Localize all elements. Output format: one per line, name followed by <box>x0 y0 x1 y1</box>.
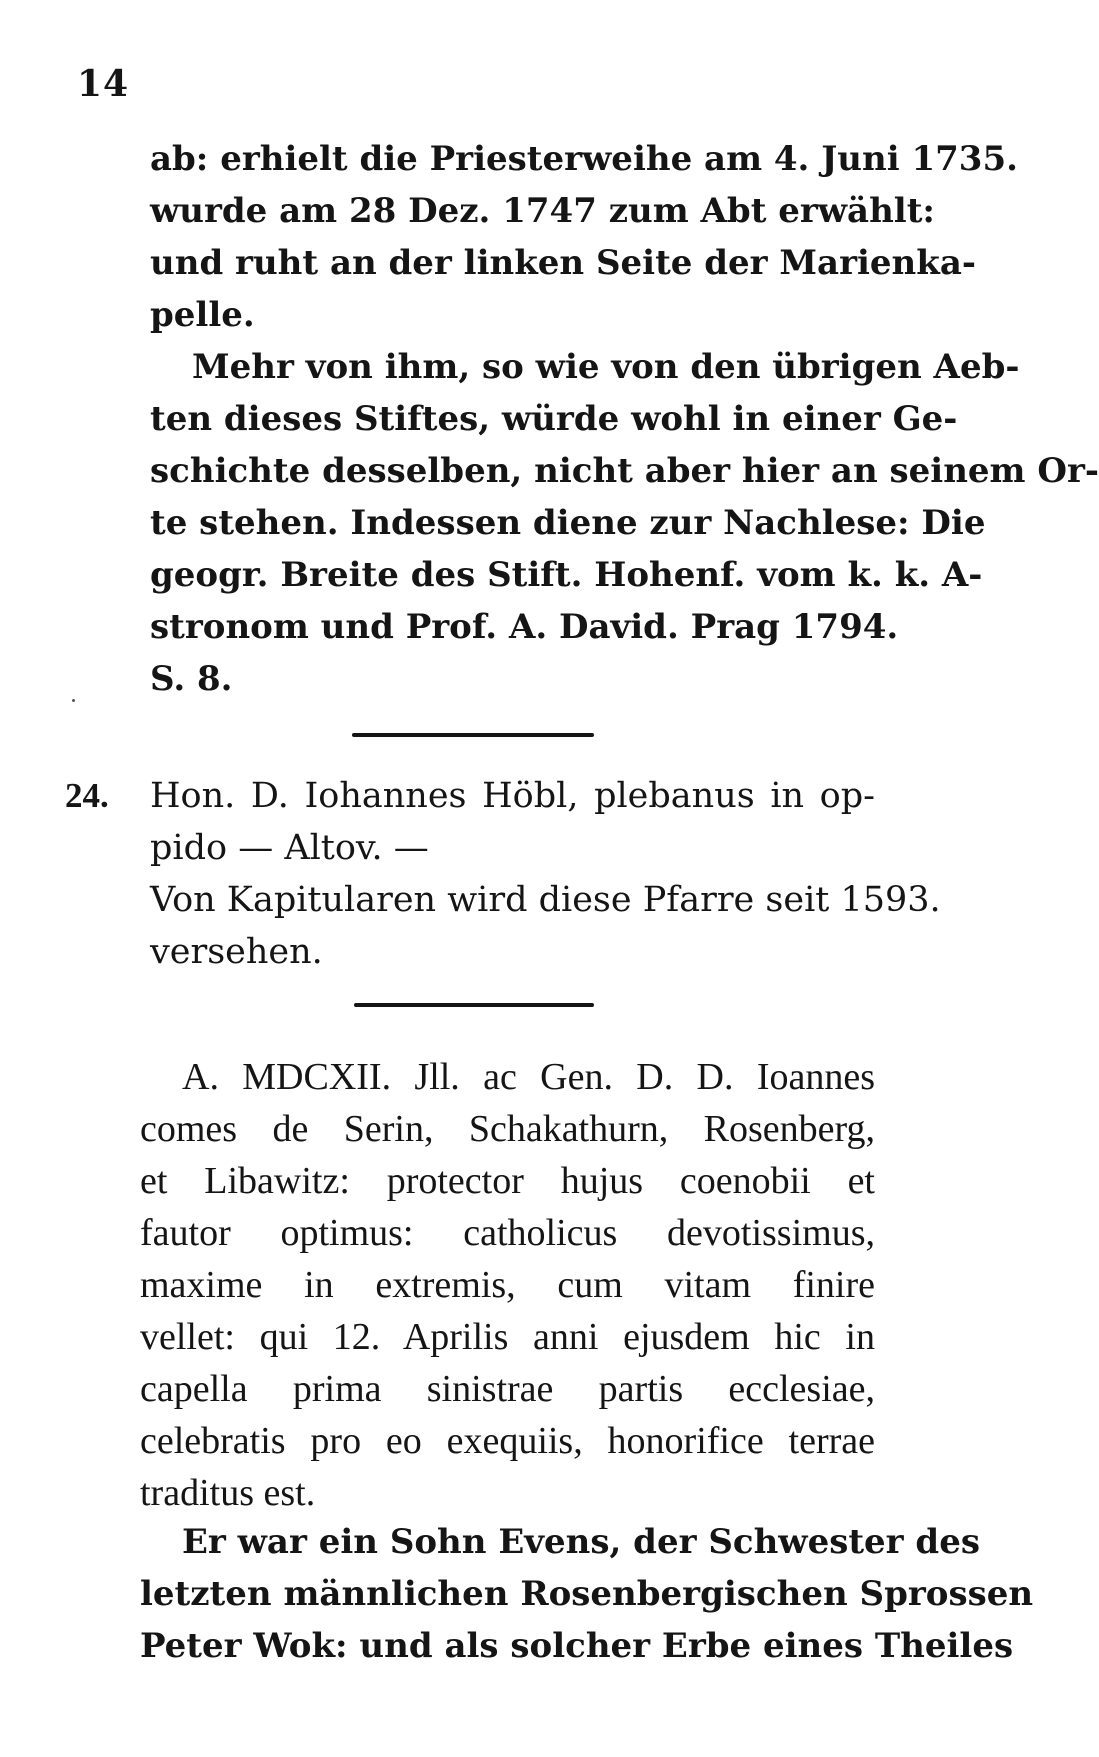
latin-line: fautor optimus: catholicus devotissimus, <box>140 1212 875 1254</box>
latin-line: traditus est. <box>140 1472 316 1514</box>
text-line: te stehen. Indessen diene zur Nachlese: Die <box>150 503 986 543</box>
entry-title-text: pido — Altov. — <box>150 828 429 868</box>
text-line: stronom und Prof. A. David. Prag 1794. <box>150 607 899 647</box>
entry-title-text: Hon. D. Iohannes Höbl, plebanus in op- <box>150 776 875 816</box>
text-line: schichte desselben, nicht aber hier an seinem Or- <box>150 451 1099 491</box>
text-line: wurde am 28 Dez. 1747 zum Abt erwählt: <box>150 191 935 231</box>
latin-line: capella prima sinistrae partis ecclesiae, <box>140 1368 875 1410</box>
text-line: Er war ein Sohn Evens, der Schwester des <box>182 1522 980 1562</box>
latin-line: maxime in extremis, cum vitam finire <box>140 1264 875 1306</box>
entry-note-text: Von Kapitularen wird diese Pfarre seit 1593. <box>150 880 941 920</box>
entry-title-line <box>150 770 875 822</box>
section-divider <box>354 1003 594 1007</box>
entry-note-line <box>150 926 875 978</box>
latin-line: vellet: qui 12. Aprilis anni ejusdem hic in <box>140 1316 875 1358</box>
latin-line: et Libawitz: protector hujus coenobii et <box>140 1160 875 1202</box>
entry-number: 24. <box>65 776 109 815</box>
text-line: geogr. Breite des Stift. Hohenf. vom k. k. A- <box>150 555 983 595</box>
latin-line: A. MDCXII. Jll. ac Gen. D. D. Ioannes <box>182 1056 875 1098</box>
latin-line: comes de Serin, Schakathurn, Rosenberg, <box>140 1108 875 1150</box>
latin-line: celebratis pro eo exequiis, honorifice terrae <box>140 1420 875 1462</box>
german-continuation <box>140 1516 1034 1672</box>
paper-speck <box>72 699 75 702</box>
text-line: und ruht an der linken Seite der Marienka- <box>150 243 976 283</box>
page-number: 14 <box>77 63 130 105</box>
section1-text <box>150 133 1099 705</box>
text-line: S. 8. <box>150 659 233 699</box>
text-line: Mehr von ihm, so wie von den übrigen Aeb- <box>192 347 1020 387</box>
entry-note-text: versehen. <box>150 932 323 972</box>
section-divider <box>352 733 594 737</box>
text-line: pelle. <box>150 295 255 335</box>
entry-24 <box>150 770 941 978</box>
entry-note-line <box>150 874 941 926</box>
text-line: Peter Wok: und als solcher Erbe eines Theiles <box>140 1626 1014 1666</box>
text-line: ab: erhielt die Priesterweihe am 4. Juni 1735. <box>150 139 1018 179</box>
latin-epitaph <box>140 1051 875 1519</box>
text-line: ten dieses Stiftes, würde wohl in einer Ge- <box>150 399 958 439</box>
text-line: letzten männlichen Rosenbergischen Sprossen <box>140 1574 1034 1614</box>
entry-title-line <box>150 822 875 874</box>
